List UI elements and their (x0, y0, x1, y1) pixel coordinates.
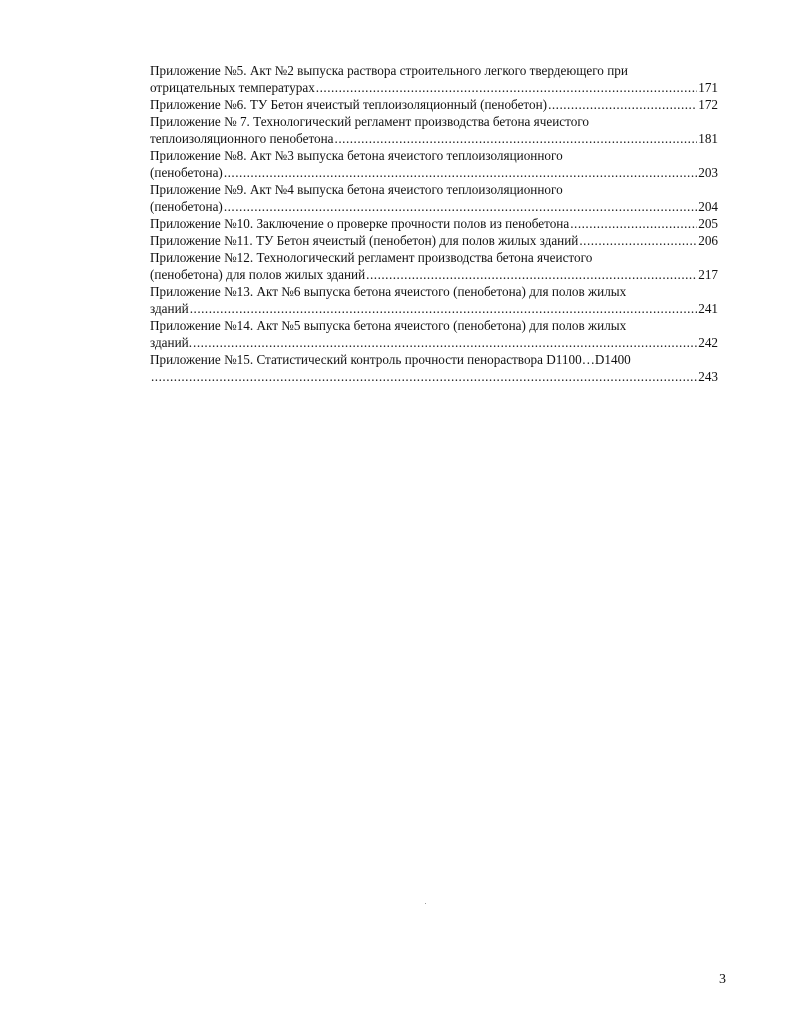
toc-entry-title-continued: (пенобетона) для полов жилых зданий (150, 267, 366, 282)
toc-entry-title: Приложение № 7. Технологический регламент производства бетона ячеистого (150, 114, 589, 129)
dot-leader (316, 79, 697, 96)
toc-entry-title-continued: отрицательных температурах (150, 80, 315, 95)
dot-leader (579, 232, 697, 249)
toc-entry-appendix-12 (150, 249, 718, 283)
dot-leader (335, 130, 698, 147)
toc-entry-title: Приложение №14. Акт №5 выпуска бетона ячеистого (пенобетона) для полов жилых (150, 318, 627, 333)
page-number: 3 (719, 972, 726, 987)
toc-entry-page: 205 (698, 216, 718, 231)
table-of-contents (150, 62, 718, 385)
toc-entry-page: 181 (698, 131, 718, 146)
toc-entry-title-continued: (пенобетона) (150, 165, 223, 180)
toc-entry-page: 241 (698, 301, 718, 316)
toc-entry-appendix-7 (150, 113, 718, 147)
toc-entry-title: Приложение №13. Акт №6 выпуска бетона ячеистого (пенобетона) для полов жилых (150, 284, 627, 299)
dot-leader (193, 334, 697, 351)
toc-entry-title: Приложение №9. Акт №4 выпуска бетона ячеистого теплоизоляционного (150, 182, 563, 197)
toc-entry-page: 217 (698, 267, 718, 282)
toc-entry-appendix-5 (150, 62, 718, 96)
toc-entry-title-continued: теплоизоляционного пенобетона (150, 131, 334, 146)
toc-entry-page: 203 (698, 165, 718, 180)
dot-leader (224, 198, 697, 215)
dot-leader (224, 164, 697, 181)
toc-entry-appendix-10 (150, 215, 718, 232)
toc-entry-page: 171 (698, 80, 718, 95)
toc-entry-title: Приложение №10. Заключение о проверке прочности полов из пенобетона (150, 216, 570, 231)
toc-entry-title: Приложение №15. Статистический контроль прочности пенораствора D1100…D1400 (150, 352, 631, 367)
toc-entry-appendix-11 (150, 232, 718, 249)
toc-entry-title: Приложение №11. ТУ Бетон ячеистый (пенобетон) для полов жилых зданий (150, 233, 579, 248)
dot-leader (570, 215, 697, 232)
toc-entry-title-continued: (пенобетона) (150, 199, 223, 214)
toc-entry-title: Приложение №8. Акт №3 выпуска бетона ячеистого теплоизоляционного (150, 148, 563, 163)
toc-entry-appendix-14 (150, 317, 718, 351)
toc-entry-title: Приложение №5. Акт №2 выпуска раствора строительного легкого твердеющего при (150, 63, 628, 78)
toc-entry-appendix-15 (150, 351, 718, 385)
dot-leader (548, 96, 697, 113)
toc-entry-page: 204 (698, 199, 718, 214)
toc-entry-title: Приложение №12. Технологический регламент производства бетона ячеистого (150, 250, 593, 265)
toc-entry-page: 206 (698, 233, 718, 248)
dot-leader (151, 368, 697, 385)
toc-entry-appendix-8 (150, 147, 718, 181)
toc-entry-page: 172 (698, 97, 718, 112)
toc-entry-page: 242 (698, 335, 718, 350)
dot-leader (190, 300, 698, 317)
toc-entry-appendix-13 (150, 283, 718, 317)
toc-entry-title-continued: зданий. (150, 335, 193, 350)
dot-leader (366, 266, 697, 283)
toc-entry-title: Приложение №6. ТУ Бетон ячеистый теплоизоляционный (пенобетон) (150, 97, 548, 112)
toc-entry-title-continued: зданий (150, 301, 189, 316)
toc-entry-appendix-6 (150, 96, 718, 113)
toc-entry-appendix-9 (150, 181, 718, 215)
toc-entry-page: 243 (698, 369, 718, 384)
scan-speck (425, 903, 426, 904)
